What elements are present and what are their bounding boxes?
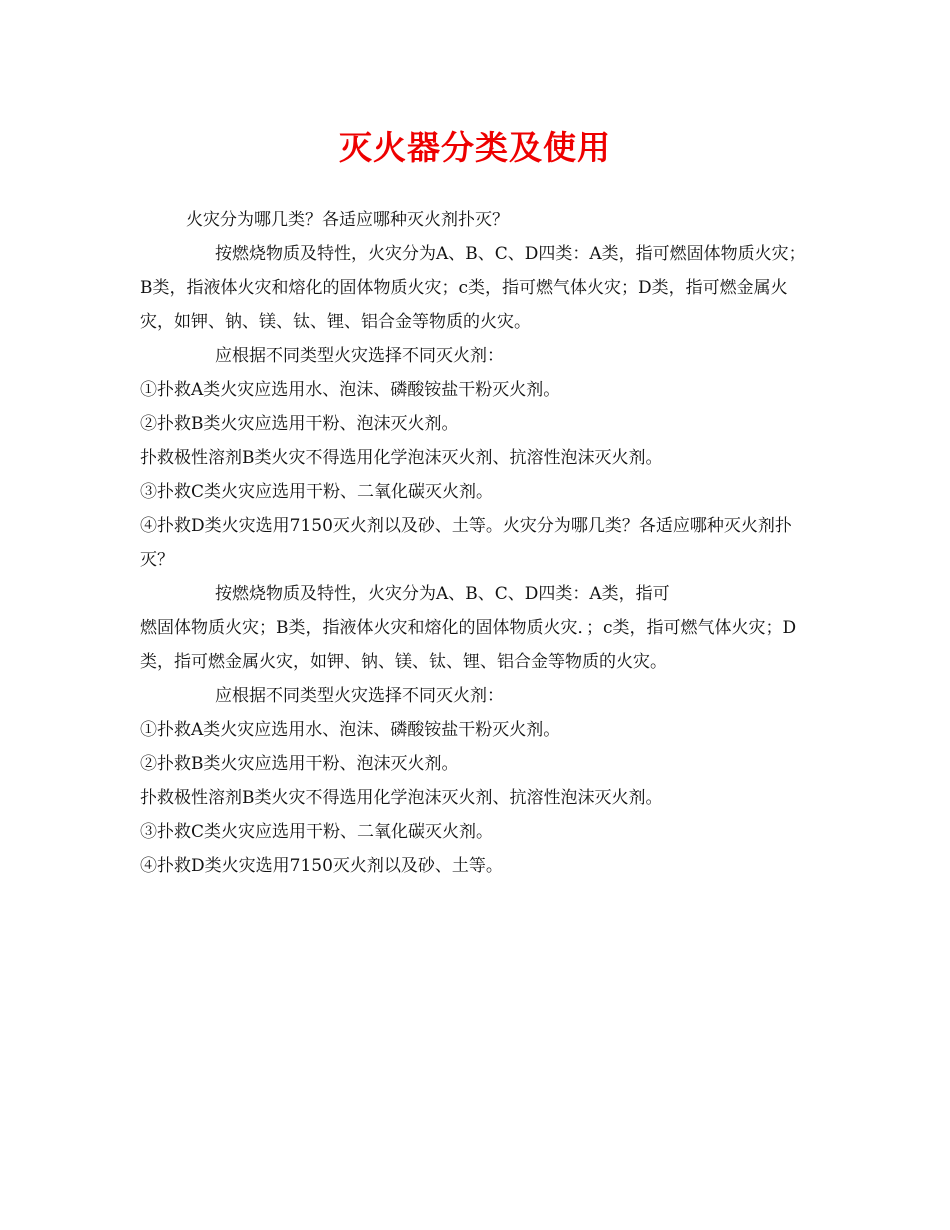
polar-solvent-note-repeat: 扑救极性溶剂B类火灾不得选用化学泡沫灭火剂、抗溶性泡沫灭火剂。 (140, 788, 663, 808)
classification-paragraph-repeat-start: 按燃烧物质及特性，火灾分为A、B、C、D四类：A类，指可 (215, 584, 670, 604)
list-item-class-d: ④扑救D类火灾选用7150灭火剂以及砂、土等。火灾分为哪几类？各适应哪种灭火剂扑灭？ (140, 516, 792, 570)
selection-intro-paragraph: 应根据不同类型火灾选择不同灭火剂： (215, 346, 504, 366)
list-item-class-d-repeat: ④扑救D类火灾选用7150灭火剂以及砂、土等。 (140, 856, 503, 876)
document-body (140, 203, 815, 883)
list-item-class-c-repeat: ③扑救C类火灾应选用干粉、二氧化碳灭火剂。 (140, 822, 494, 842)
list-item-class-b: ②扑救B类火灾应选用干粉、泡沫灭火剂。 (140, 414, 459, 434)
question-paragraph: 火灾分为哪几类？各适应哪种灭火剂扑灭？ (186, 210, 509, 230)
classification-paragraph-repeat-continued: 燃固体物质火灾；B类，指液体火灾和熔化的固体物质火灾．；c类，指可燃气体火灾；D类，指可燃金属火灾，如钾、钠、镁、钛、锂、铝合金等物质的火灾。 (140, 618, 797, 672)
list-item-class-a: ①扑救A类火灾应选用水、泡沫、磷酸铵盐干粉灭火剂。 (140, 380, 561, 400)
document-title: 灭火器分类及使用 (339, 128, 611, 167)
selection-intro-paragraph-repeat: 应根据不同类型火灾选择不同灭火剂： (215, 686, 504, 706)
polar-solvent-note: 扑救极性溶剂B类火灾不得选用化学泡沫灭火剂、抗溶性泡沫灭火剂。 (140, 448, 663, 468)
list-item-class-b-repeat: ②扑救B类火灾应选用干粉、泡沫灭火剂。 (140, 754, 459, 774)
list-item-class-c: ③扑救C类火灾应选用干粉、二氧化碳灭火剂。 (140, 482, 494, 502)
classification-paragraph: 按燃烧物质及特性，火灾分为A、B、C、D四类：A类，指可燃固体物质火灾；B类，指液体火灾和熔化的固体物质火灾；c类，指可燃气体火灾；D类，指可燃金属火灾，如钾、钠、镁、钛、锂、铝合金等物质的火灾。 (140, 244, 806, 332)
list-item-class-a-repeat: ①扑救A类火灾应选用水、泡沫、磷酸铵盐干粉灭火剂。 (140, 720, 561, 740)
